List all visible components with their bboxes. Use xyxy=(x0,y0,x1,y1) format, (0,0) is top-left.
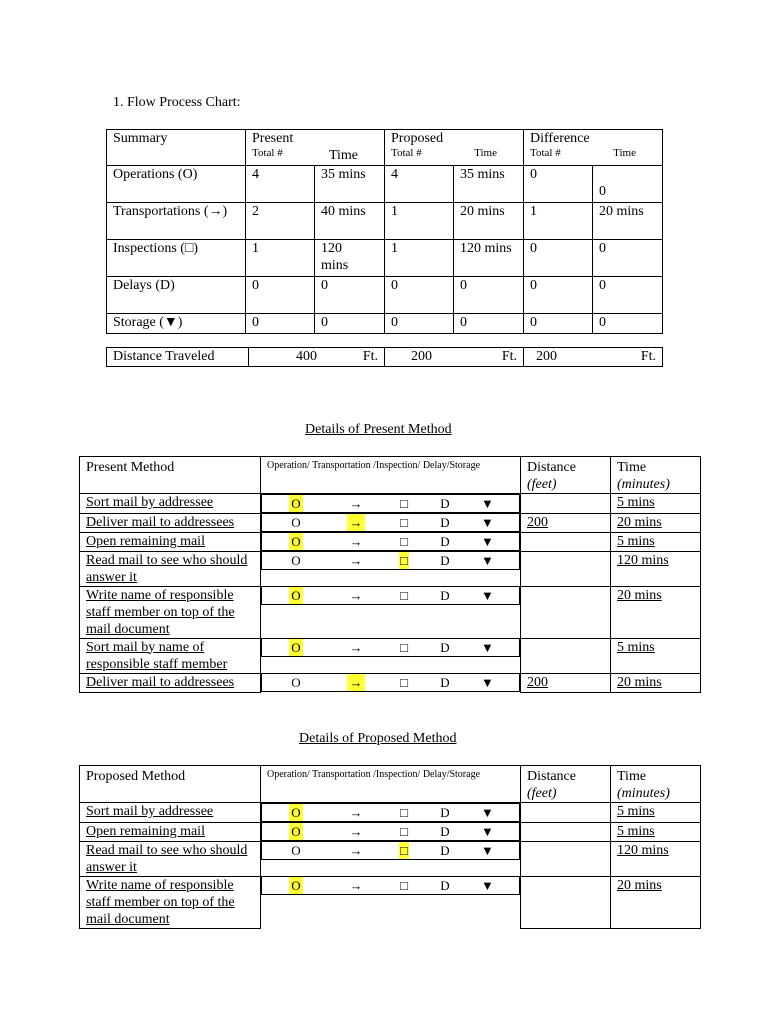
symbols-cell xyxy=(261,876,520,895)
operation-icon: O xyxy=(291,675,301,690)
method-cell: Write name of responsible staff member on top of the mail document xyxy=(86,587,235,637)
storage-icon: ▼ xyxy=(481,515,494,530)
transportation-icon: → xyxy=(349,843,363,858)
symbols-header: Operation/ Transportation /Inspection/ Delay/Storage xyxy=(261,457,521,494)
storage-icon: ▼ xyxy=(481,843,494,858)
inspection-icon: □ xyxy=(400,496,408,511)
proposed-header: Proposed Total # Time xyxy=(385,130,524,166)
present-method-title: Details of Present Method xyxy=(305,422,452,437)
storage-icon: ▼ xyxy=(481,588,494,603)
summary-row-storage: Storage (▼) 0 0 0 0 0 0 xyxy=(107,314,663,334)
storage-icon: ▼ xyxy=(481,553,494,568)
present-header: Present Total # Time xyxy=(246,130,385,166)
symbols-cell xyxy=(261,551,520,570)
inspection-icon: □ xyxy=(400,675,408,690)
delay-icon: D xyxy=(440,824,450,839)
inspection-icon: □ xyxy=(400,878,408,893)
delay-icon: D xyxy=(440,496,450,511)
time-cell: 5 mins xyxy=(617,804,655,819)
time-cell: 120 mins xyxy=(617,552,669,568)
transportation-icon: → xyxy=(349,640,363,655)
present-method-header: Present Method xyxy=(80,457,261,494)
method-cell: Sort mail by name of responsible staff member xyxy=(86,639,228,672)
table-row xyxy=(80,673,701,692)
method-cell: Read mail to see who should answer it xyxy=(86,552,248,585)
storage-icon: ▼ xyxy=(481,534,494,549)
time-cell: 20 mins xyxy=(617,587,662,603)
summary-row-inspections: Inspections (□) 1 120 mins 1 120 mins 0 0 xyxy=(107,240,663,277)
operation-icon: O xyxy=(289,877,303,894)
table-row xyxy=(80,638,701,673)
table-row xyxy=(80,494,701,514)
method-cell: Sort mail by addressee xyxy=(86,804,214,819)
table-row xyxy=(80,822,701,841)
method-cell: Open remaining mail xyxy=(86,533,205,549)
transportation-icon: → xyxy=(349,588,363,603)
operation-icon: O xyxy=(291,515,301,530)
distance-cell: 200 xyxy=(527,674,548,690)
inspection-icon: □ xyxy=(400,553,408,568)
symbols-cell xyxy=(261,513,520,532)
transportation-icon: → xyxy=(349,824,363,839)
time-cell: 20 mins xyxy=(617,877,662,893)
storage-icon: ▼ xyxy=(481,878,494,893)
inspection-icon: □ xyxy=(400,534,408,549)
symbols-cell xyxy=(261,841,520,860)
symbols-cell xyxy=(261,586,520,605)
transportation-icon: → xyxy=(349,878,363,893)
transportation-icon: → xyxy=(349,496,363,511)
time-cell: 5 mins xyxy=(617,639,655,655)
delay-icon: D xyxy=(440,675,450,690)
time-cell: 5 mins xyxy=(617,495,655,510)
operation-icon: O xyxy=(291,843,301,858)
inspection-icon: □ xyxy=(400,843,408,858)
delay-icon: D xyxy=(440,640,450,655)
time-cell: 120 mins xyxy=(617,842,669,858)
method-cell: Write name of responsible staff member on top of the mail document xyxy=(86,877,235,927)
storage-icon: ▼ xyxy=(481,496,494,511)
symbols-cell xyxy=(261,494,520,513)
operation-icon: O xyxy=(289,804,303,821)
delay-icon: D xyxy=(440,515,450,530)
table-row xyxy=(80,876,701,928)
inspection-icon: □ xyxy=(400,805,408,820)
difference-header: Difference Total # Time xyxy=(524,130,663,166)
storage-icon: ▼ xyxy=(481,824,494,839)
symbols-header: Operation/ Transportation /Inspection/ Delay/Storage xyxy=(261,766,521,803)
summary-row-transportations: Transportations (→) 2 40 mins 1 20 mins 1 20 mins xyxy=(107,203,663,240)
operation-icon: O xyxy=(289,823,303,840)
operation-icon: O xyxy=(291,553,301,568)
table-row xyxy=(80,841,701,876)
table-row xyxy=(80,513,701,532)
symbols-cell xyxy=(261,822,520,841)
time-cell: 20 mins xyxy=(617,514,662,530)
transportation-icon: → xyxy=(347,514,365,531)
inspection-icon: □ xyxy=(400,640,408,655)
method-cell: Open remaining mail xyxy=(86,823,205,839)
table-row xyxy=(80,586,701,638)
distance-header: Distance (feet) xyxy=(521,457,611,494)
page-heading: 1. Flow Process Chart: xyxy=(113,95,241,110)
time-header: Time (minutes) xyxy=(611,457,701,494)
distance-table: Distance Traveled 400 Ft. 200 Ft. 200 Ft. xyxy=(106,347,663,367)
distance-cell: 200 xyxy=(527,514,548,530)
operation-icon: O xyxy=(289,495,303,512)
delay-icon: D xyxy=(440,553,450,568)
transportation-icon: → xyxy=(347,674,365,691)
distance-label: Distance Traveled xyxy=(107,348,249,367)
storage-icon: ▼ xyxy=(481,805,494,820)
transportation-icon: → xyxy=(349,553,363,568)
symbols-cell xyxy=(261,638,520,657)
symbols-cell xyxy=(261,803,520,822)
summary-header: Summary xyxy=(107,130,246,166)
table-row xyxy=(80,532,701,551)
summary-table xyxy=(106,129,663,334)
table-row xyxy=(80,551,701,586)
summary-row-delays: Delays (D) 0 0 0 0 0 0 xyxy=(107,277,663,314)
method-cell: Read mail to see who should answer it xyxy=(86,842,248,875)
delay-icon: D xyxy=(440,878,450,893)
operation-icon: O xyxy=(289,639,303,656)
symbols-cell xyxy=(261,673,520,692)
delay-icon: D xyxy=(440,534,450,549)
proposed-method-table xyxy=(79,765,701,929)
delay-icon: D xyxy=(440,588,450,603)
distance-header: Distance (feet) xyxy=(521,766,611,803)
time-header: Time (minutes) xyxy=(611,766,701,803)
proposed-method-header: Proposed Method xyxy=(80,766,261,803)
proposed-method-title: Details of Proposed Method xyxy=(299,731,457,746)
transportation-icon: → xyxy=(349,805,363,820)
inspection-icon: □ xyxy=(400,588,408,603)
time-cell: 5 mins xyxy=(617,823,655,839)
present-method-table xyxy=(79,456,701,693)
operation-icon: O xyxy=(289,587,303,604)
time-cell: 5 mins xyxy=(617,533,655,549)
symbols-cell xyxy=(261,532,520,551)
method-cell: Deliver mail to addressees xyxy=(86,674,235,690)
delay-icon: D xyxy=(440,805,450,820)
time-cell: 20 mins xyxy=(617,674,662,690)
method-cell: Deliver mail to addressees xyxy=(86,514,235,530)
delay-icon: D xyxy=(440,843,450,858)
transportation-icon: → xyxy=(349,534,363,549)
storage-icon: ▼ xyxy=(481,640,494,655)
operation-icon: O xyxy=(289,533,303,550)
inspection-icon: □ xyxy=(400,515,408,530)
inspection-icon: □ xyxy=(400,824,408,839)
method-cell: Sort mail by addressee xyxy=(86,495,214,510)
storage-icon: ▼ xyxy=(481,675,494,690)
table-row xyxy=(80,803,701,823)
summary-row-operations: Operations (O) 4 35 mins 4 35 mins 0 0 xyxy=(107,166,663,203)
